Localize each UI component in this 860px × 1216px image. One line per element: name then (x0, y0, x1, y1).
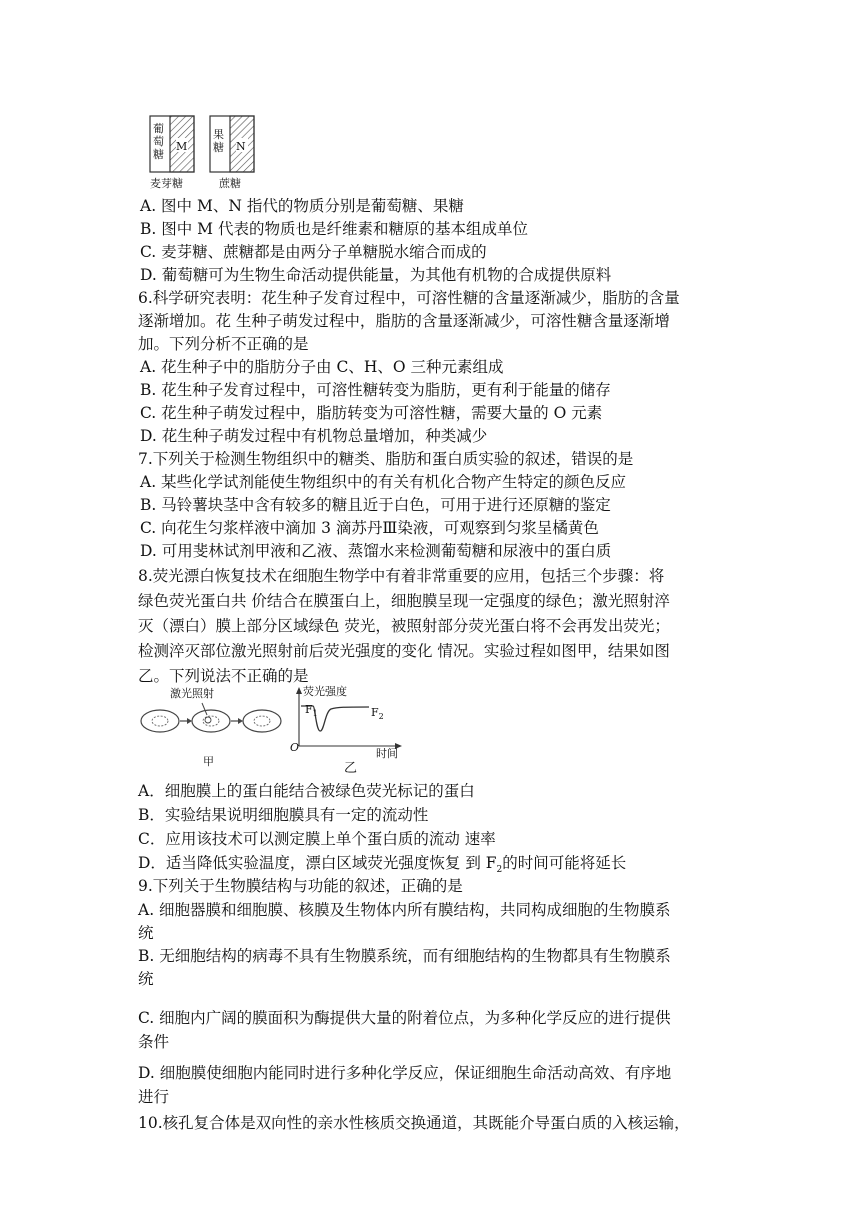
y-axis (296, 687, 302, 746)
sucrose-caption: 蔗糖 (219, 177, 241, 190)
q6-option-d: D. 花生种子萌发过程中有机物总量增加，种类减少 (140, 427, 488, 445)
q7-option-a: A. 某些化学试剂能使生物组织中的有关有机化合物产生特定的颜色反应 (140, 473, 627, 491)
q8-option-d-text-end: 的时间可能将延长 (502, 854, 627, 872)
q8-option-c: C．应用该技术可以测定膜上单个蛋白质的流动 速率 (138, 830, 496, 848)
q9-option-a-line2: 统 (138, 924, 154, 942)
origin-label: O (290, 741, 300, 754)
q5-option-b: B. 图中 M 代表的物质也是纤维素和糖原的基本组成单位 (140, 220, 528, 238)
q9-option-b-line2: 统 (138, 970, 154, 988)
q9-stem: 9.下列关于生物膜结构与功能的叙述，正确的是 (138, 877, 463, 895)
frap-process-figure (138, 695, 288, 755)
q6-stem-line1: 6.科学研究表明：花生种子发育过程中，可溶性糖的含量逐渐减少，脂肪的含量 (138, 289, 680, 307)
fructose-label: 果糖 (213, 128, 224, 154)
q8-option-a: A．细胞膜上的蛋白能结合被绿色荧光标记的蛋白 (138, 782, 475, 800)
fig-jia-label: 甲 (203, 755, 214, 768)
y-axis-label: 荧光强度 (303, 685, 347, 698)
q9-option-c-line1: C. 细胞内广阔的膜面积为酶提供大量的附着位点，为多种化学反应的进行提供 (138, 1009, 671, 1027)
q7-option-d: D. 可用斐林试剂甲液和乙液、蒸馏水来检测葡萄糖和尿液中的蛋白质 (140, 542, 612, 560)
q9-option-c-line2: 条件 (138, 1033, 170, 1051)
q8-stem-line2: 绿色荧光蛋白共 价结合在膜蛋白上，细胞膜呈现一定强度的绿色；激光照射淬 (138, 592, 670, 610)
q6-option-b: B. 花生种子发育过程中，可溶性糖转变为脂肪，更有利于能量的储存 (140, 381, 611, 399)
q9-option-a-line1: A. 细胞器膜和细胞膜、核膜及生物体内所有膜结构，共同构成细胞的生物膜系 (138, 901, 671, 919)
q8-option-b: B．实验结果说明细胞膜具有一定的流动性 (138, 806, 429, 824)
f2-letter: F (371, 706, 379, 719)
q6-option-c: C. 花生种子萌发过程中，脂肪转变为可溶性糖，需要大量的 O 元素 (140, 404, 603, 422)
n-label: N (236, 140, 246, 153)
f1-letter: F (305, 703, 313, 716)
q8-option-d-text: D．适当降低实验温度，漂白区域荧光强度恢复 到 F (138, 854, 497, 872)
q9-option-d-line1: D. 细胞膜使细胞内能同时进行多种化学反应，保证细胞生命活动高效、有序地 (138, 1064, 672, 1082)
q9-option-d-line2: 进行 (138, 1088, 170, 1106)
f2-subscript: 2 (378, 712, 384, 722)
q5-option-c: C. 麦芽糖、蔗糖都是由两分子单糖脱水缩合而成的 (140, 243, 487, 261)
cell-bleached (192, 710, 230, 732)
q6-stem-line2: 逐渐增加。花 生种子萌发过程中，脂肪的含量逐渐减少，可溶性糖含量逐渐增 (138, 312, 670, 330)
maltose-caption: 麦芽糖 (150, 177, 183, 190)
f1-label (305, 703, 318, 718)
arrow-1 (180, 718, 192, 724)
x-axis-label: 时间 (376, 747, 398, 760)
q8-stem-line4: 检测淬灭部位激光照射前后荧光强度的变化 情况。实验过程如图甲，结果如图 (138, 642, 670, 660)
glucose-label: 葡萄糖 (153, 122, 164, 161)
q8-stem-line1: 8.荧光漂白恢复技术在细胞生物学中有着非常重要的应用，包括三个步骤：将 (138, 567, 665, 585)
q5-option-d: D. 葡萄糖可为生物生命活动提供能量，为其他有机物的合成提供原料 (140, 266, 612, 284)
q7-option-b: B. 马铃薯块茎中含有较多的糖且近于白色，可用于进行还原糖的鉴定 (140, 496, 611, 514)
q5-option-a: A. 图中 M、N 指代的物质分别是葡萄糖、果糖 (140, 197, 464, 215)
q7-option-c: C. 向花生匀浆样液中滴加 3 滴苏丹Ⅲ染液，可观察到匀浆呈橘黄色 (140, 519, 599, 537)
m-label: M (176, 140, 188, 153)
q6-option-a: A. 花生种子中的脂肪分子由 C、H、O 三种元素组成 (140, 358, 504, 376)
laser-label: 激光照射 (170, 687, 214, 700)
fig-yi-label: 乙 (344, 761, 358, 776)
cell-recovered (243, 710, 281, 732)
q8-stem-line3: 灭（漂白）膜上部分区域绿色 荧光，被照射部分荧光蛋白将不会再发出荧光； (138, 617, 670, 635)
q9-option-b-line1: B. 无细胞结构的病毒不具有生物膜系统，而有细胞结构的生物都具有生物膜系 (138, 947, 671, 965)
q8-option-d-subscript: 2 (496, 865, 503, 876)
cell-before (141, 710, 179, 732)
f1-subscript: 1 (312, 709, 318, 719)
arrow-2 (231, 718, 243, 724)
q7-stem: 7.下列关于检测生物组织中的糖类、脂肪和蛋白质实验的叙述，错误的是 (138, 450, 634, 468)
f2-label (371, 706, 384, 721)
q8-stem-line5: 乙。下列说法不正确的是 (138, 667, 309, 685)
q10-stem-line1: 10.核孔复合体是双向性的亲水性核质交换通道，其既能介导蛋白质的入核运输， (138, 1114, 690, 1132)
q6-stem-line3: 加。下列分析不正确的是 (138, 335, 309, 353)
